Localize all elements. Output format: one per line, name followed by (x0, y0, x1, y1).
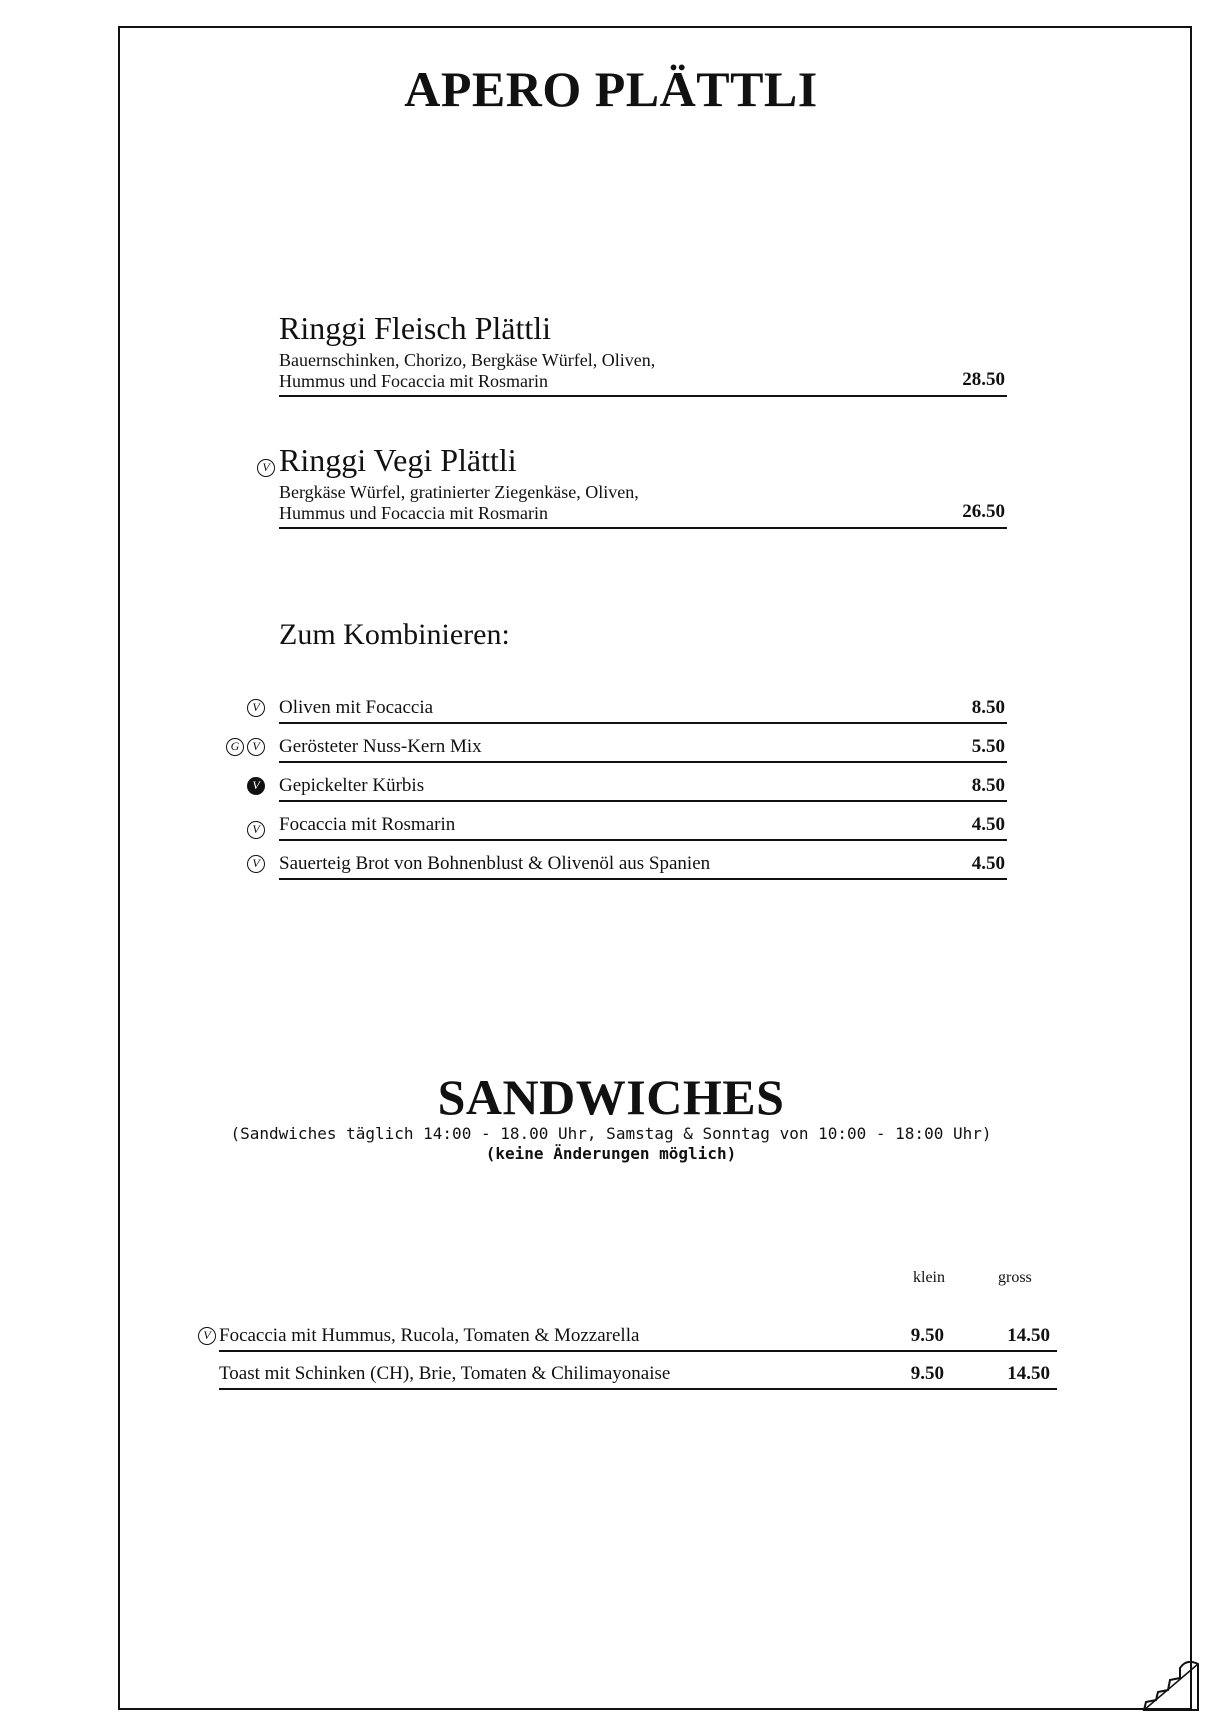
platter-desc-line2: Hummus und Focaccia mit Rosmarin (279, 371, 548, 391)
v-circle-icon: V (247, 821, 265, 839)
divider (219, 1388, 1057, 1390)
platter-title-vegi: Ringgi Vegi Plättli (279, 442, 517, 478)
divider (279, 395, 1007, 397)
list-item: Gepickelter Kürbis (279, 775, 425, 796)
divider (279, 800, 1007, 802)
divider (219, 1350, 1057, 1352)
divider (279, 761, 1007, 763)
divider (279, 878, 1007, 880)
v-circle-icon: V (198, 1327, 216, 1345)
sandwiches-heading: SANDWICHES (437, 1069, 785, 1125)
price-large: 14.50 (1007, 1363, 1050, 1384)
g-circle-icon: G (226, 738, 244, 756)
column-header-klein: klein (913, 1269, 945, 1286)
list-item: Oliven mit Focaccia (279, 697, 434, 718)
v-circle-icon: V (257, 459, 275, 477)
page-curl-icon (1140, 1650, 1206, 1714)
price-small: 9.50 (910, 1325, 944, 1346)
apero-heading: APERO PLÄTTLI (404, 61, 818, 117)
column-header-gross: gross (998, 1269, 1032, 1286)
list-item: Focaccia mit Rosmarin (279, 814, 456, 835)
item-price: 8.50 (971, 697, 1005, 718)
v-circle-icon: V (247, 738, 265, 756)
v-circle-icon: V (247, 699, 265, 717)
divider (279, 722, 1007, 724)
sandwich-item: Focaccia mit Hummus, Rucola, Tomaten & Mozzarella (219, 1325, 640, 1346)
divider (279, 839, 1007, 841)
sandwich-hours-note: (Sandwiches täglich 14:00 - 18.00 Uhr, Samstag & Sonntag von 10:00 - 18:00 Uhr) (230, 1124, 992, 1143)
sandwich-item: Toast mit Schinken (CH), Brie, Tomaten & Chilimayonaise (219, 1363, 671, 1384)
platter-desc-line1: Bergkäse Würfel, gratinierter Ziegenkäse, Oliven, (279, 482, 639, 502)
sandwich-no-changes-note: (keine Änderungen möglich) (485, 1144, 737, 1163)
item-price: 4.50 (971, 853, 1005, 874)
item-price: 8.50 (971, 775, 1005, 796)
item-price: 4.50 (971, 814, 1005, 835)
platter-price: 26.50 (962, 501, 1005, 522)
platter-price: 28.50 (962, 369, 1005, 390)
v-filled-circle-icon: V (247, 777, 265, 795)
divider (279, 527, 1007, 529)
platter-title-fleisch: Ringgi Fleisch Plättli (279, 310, 552, 346)
list-item: Gerösteter Nuss-Kern Mix (279, 736, 482, 757)
platter-desc-line1: Bauernschinken, Chorizo, Bergkäse Würfel, Oliven, (279, 350, 656, 370)
combine-heading: Zum Kombinieren: (279, 618, 510, 651)
platter-desc-line2: Hummus und Focaccia mit Rosmarin (279, 503, 548, 523)
v-circle-icon: V (247, 855, 265, 873)
item-price: 5.50 (971, 736, 1005, 757)
price-large: 14.50 (1007, 1325, 1050, 1346)
list-item: Sauerteig Brot von Bohnenblust & Olivenöl aus Spanien (279, 853, 711, 874)
price-small: 9.50 (910, 1363, 944, 1384)
